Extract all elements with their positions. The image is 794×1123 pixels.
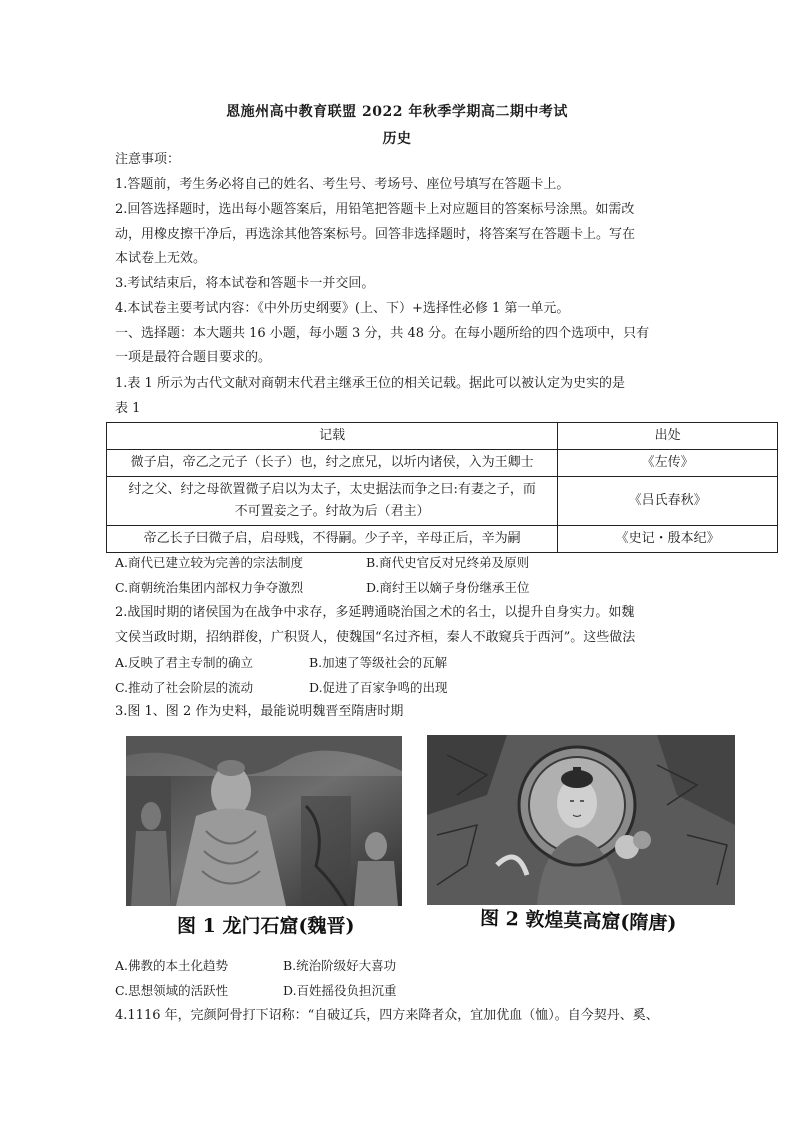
figure-2-dunhuang-mural [427,735,735,905]
q2-option-c: C.推动了社会阶层的流动 [115,680,254,695]
table-header-record: 记载 [107,423,558,450]
notice-item-2-end: 本试卷上无效。 [115,251,207,266]
q1-option-c: C.商朝统治集团内部权力争夺激烈 [115,580,304,595]
q3-option-b: B.统治阶级好大喜功 [283,958,397,973]
q2-option-b: B.加速了等级社会的瓦解 [309,655,448,670]
table-cell-record-line2: 不可置妾之子。纣故为后（君主） [234,504,430,519]
dunhuang-mural-image [427,735,735,905]
question-4-stem: 4.1116 年，完颜阿骨打下诏称：“自破辽兵，四方来降者众，宜加优血（恤）。自今契丹、奚、 [115,1008,659,1023]
q3-option-a: A.佛教的本土化趋势 [115,958,229,973]
q2-option-a: A.反映了君主专制的确立 [115,655,254,670]
longmen-buddha-image [126,736,402,906]
table-cell-source: 《左传》 [558,450,778,477]
table-row [107,477,778,526]
records-table [106,422,778,553]
table-header-row [107,423,778,450]
table-cell-record: 微子启，帝乙之元子（长子）也，纣之庶兄，以圻内诸侯，入为王卿士 [107,450,558,477]
notice-item-2-cont: 动，用橡皮擦干净后，再选涂其他答案标号。回答非选择题时，将答案写在答题卡上。写在 [115,227,636,242]
q2-option-d: D.促进了百家争鸣的出现 [309,680,448,695]
table-cell-record-line1: 纣之父、纣之母欲置微子启以为太子，太史据法而争之曰:有妻之子，而 [128,482,536,497]
figure-1-longmen-grottoes [126,736,402,906]
table-cell-record: 帝乙长子曰微子启，启母贱，不得嗣。少子辛，辛母正后，辛为嗣 [107,526,558,553]
notice-item-2: 2.回答选择题时，选出每小题答案后，用铅笔把答题卡上对应题目的答案标号涂黑。如需改 [115,202,635,217]
table-cell-record [107,477,558,526]
question-3-stem: 3.图 1、图 2 作为史料，最能说明魏晋至隋唐时期 [115,704,404,719]
q1-option-a: A.商代已建立较为完善的宗法制度 [115,555,304,570]
q3-option-d: D.百姓摇役负担沉重 [283,983,397,998]
section-heading: 一、选择题：本大题共 16 小题，每小题 3 分，共 48 分。在每小题所给的四个选项中，只有 [115,326,650,341]
table-cell-source: 《吕氏春秋》 [558,477,778,526]
notice-item-3: 3.考试结束后，将本试卷和答题卡一并交回。 [115,276,375,291]
exam-title: 恩施州高中教育联盟 2022 年秋季学期高二期中考试 [226,104,568,120]
q1-option-b: B.商代史官反对兄终弟及原则 [366,555,530,570]
section-heading-cont: 一项是最符合题目要求的。 [115,350,272,365]
figure-1-caption: 图 1 龙门石窟(魏晋) [177,915,355,937]
table-label: 表 1 [115,401,141,416]
notice-item-1: 1.答题前，考生务必将自己的姓名、考生号、考场号、座位号填写在答题卡上。 [115,177,570,192]
table-cell-source: 《史记・殷本纪》 [558,526,778,553]
question-1-stem: 1.表 1 所示为古代文献对商朝末代君主继承王位的相关记载。据此可以被认定为史实的是 [115,376,625,391]
q3-option-c: C.思想领域的活跃性 [115,983,229,998]
q1-option-d: D.商纣王以嫡子身份继承王位 [366,580,530,595]
figure-2-caption: 图 2 敦煌莫高窟(隋唐) [479,907,677,935]
table-row [107,526,778,553]
question-2-stem-cont: 文侯当政时期，招纳群俊，广积贤人，使魏国“名过齐桓，秦人不敢窥兵于西河”。这些做法 [115,630,636,645]
question-2-stem: 2.战国时期的诸侯国为在战争中求存，多延聘通晓治国之术的名士，以提升自身实力。如魏 [115,605,635,620]
table-header-source: 出处 [558,423,778,450]
subject-title: 历史 [382,131,412,147]
table-row [107,450,778,477]
notice-item-4: 4.本试卷主要考试内容：《中外历史纲要》(上、下）+选择性必修 1 第一单元。 [115,301,570,316]
notice-heading: 注意事项： [115,152,181,167]
